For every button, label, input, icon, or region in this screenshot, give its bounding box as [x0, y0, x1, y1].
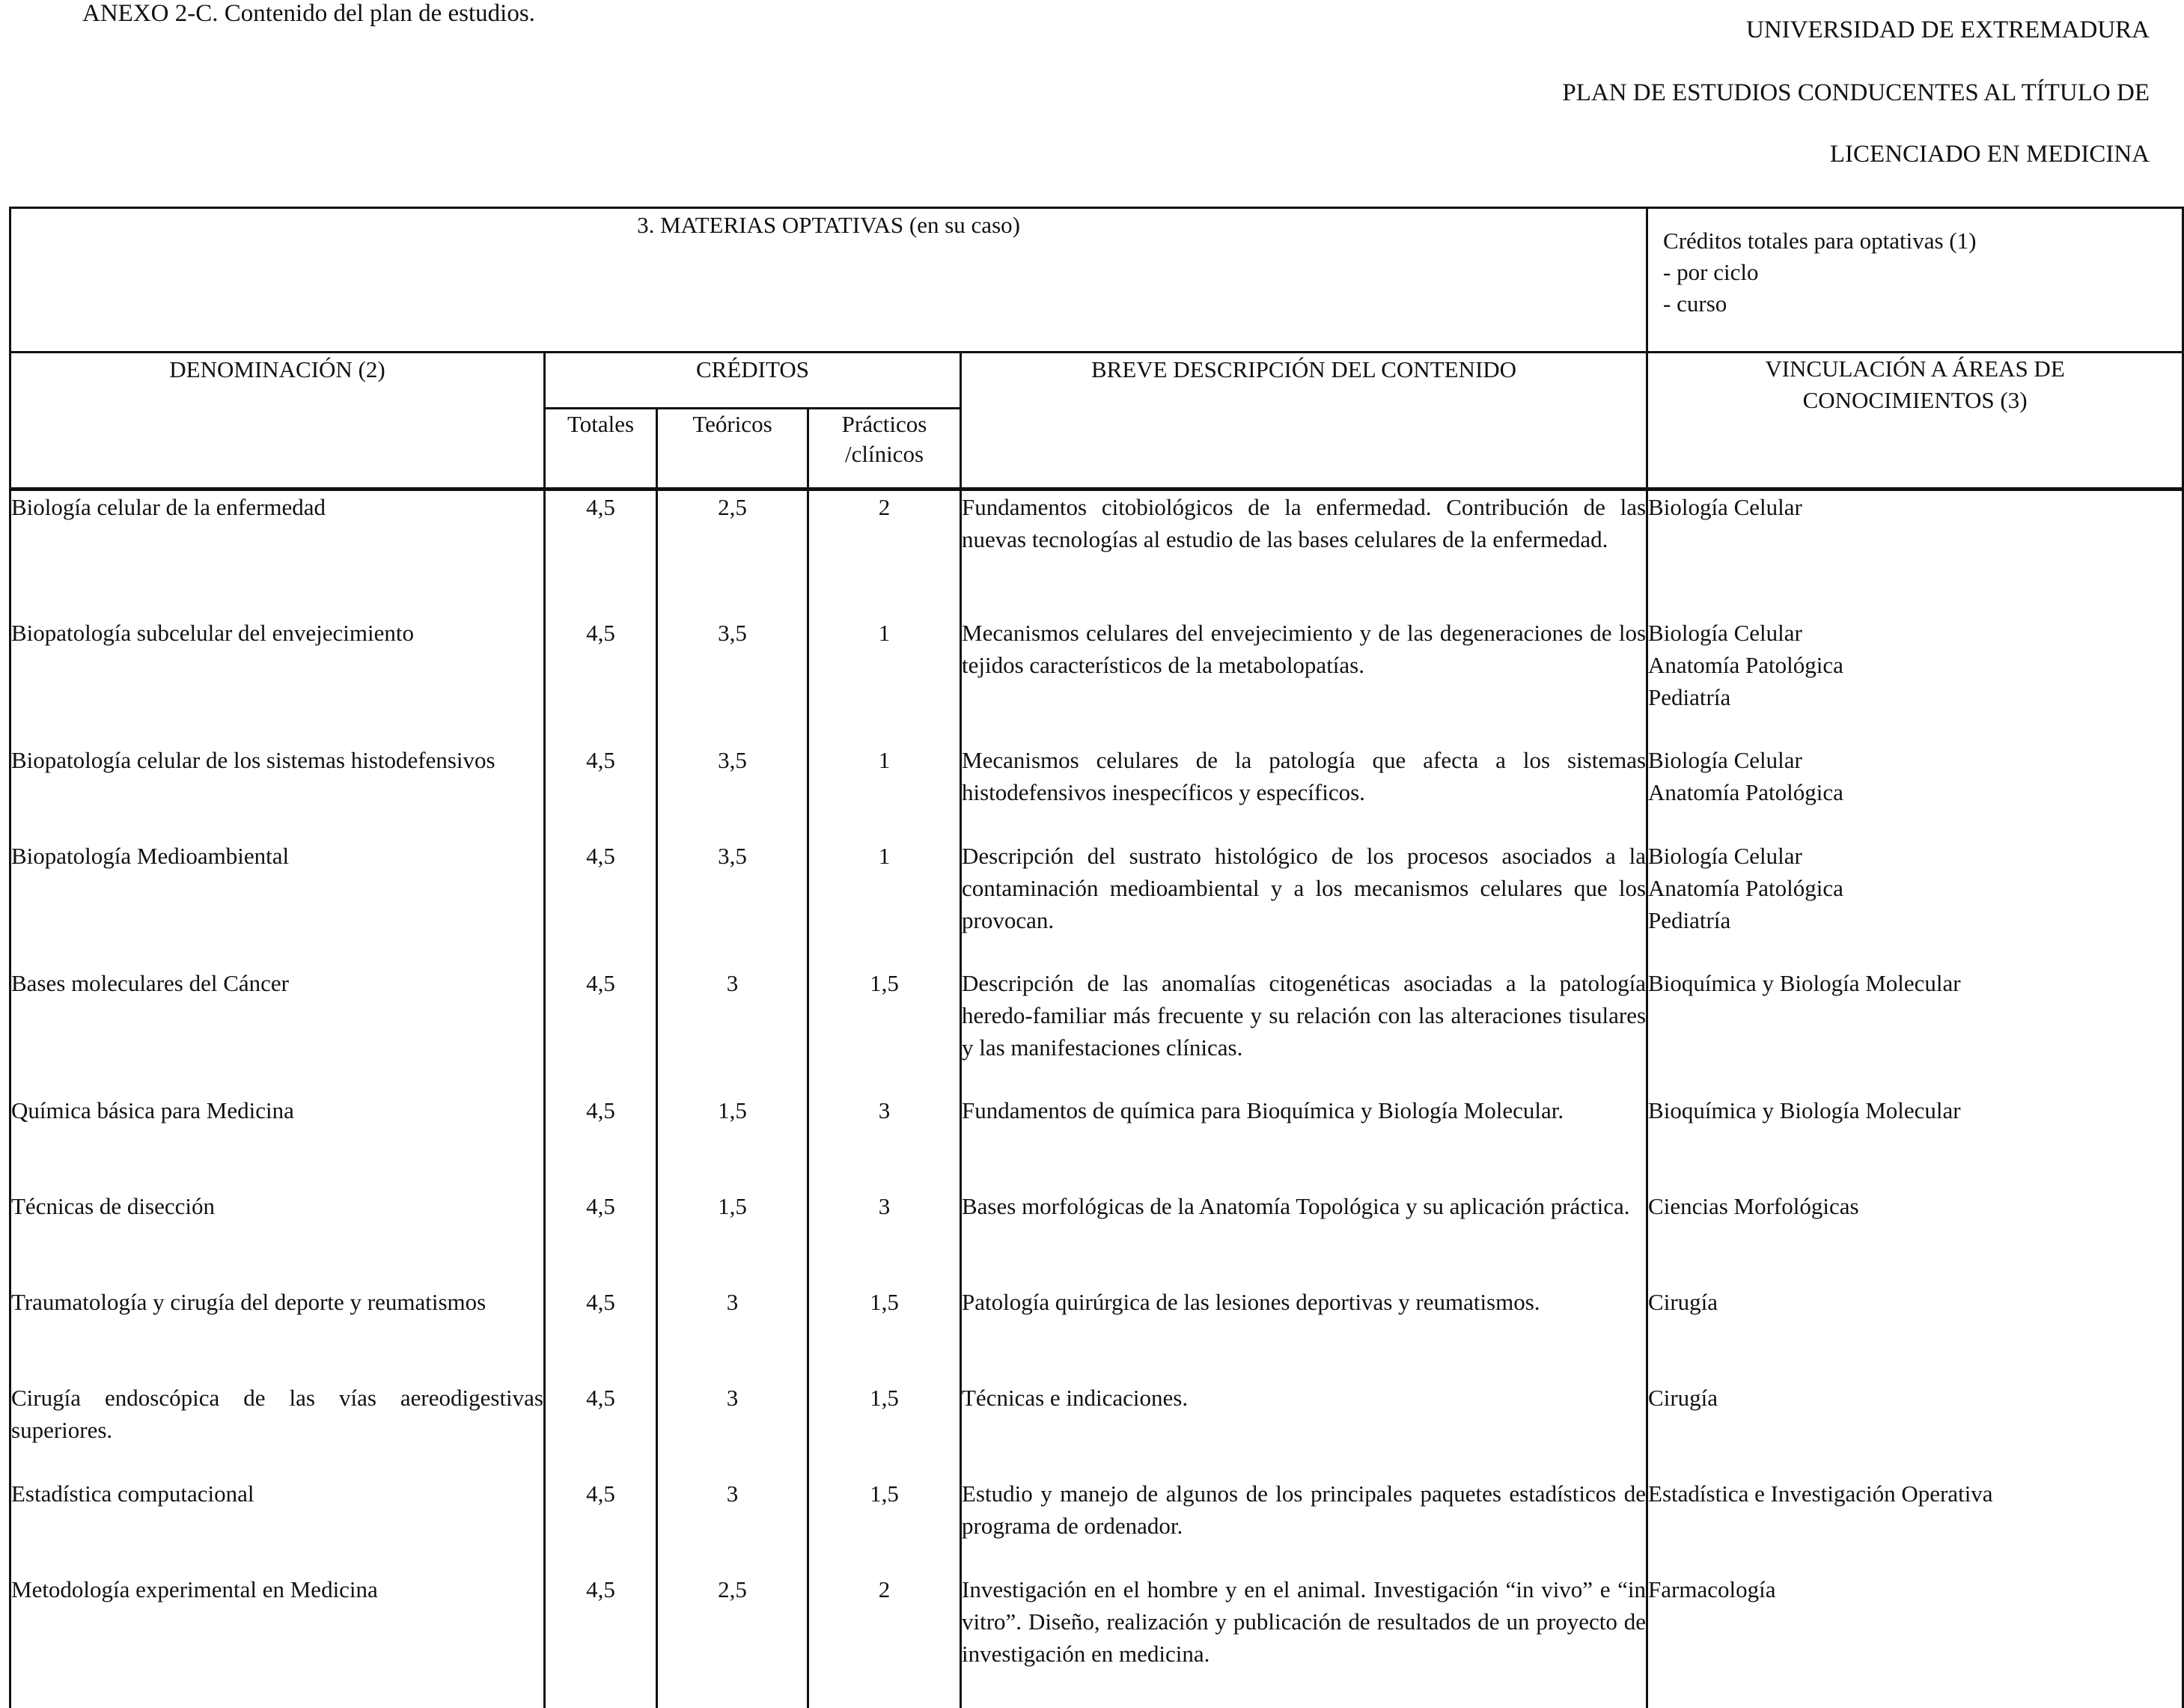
credits-teoricos: 3 — [657, 1477, 808, 1573]
subject-description: Fundamentos de química para Bioquímica y Biología Molecular. — [961, 1094, 1647, 1190]
area-item: Biología Celular — [1648, 746, 1802, 773]
subject-name: Estadística computacional — [10, 1477, 545, 1573]
header-denominacion: DENOMINACIÓN (2) — [10, 353, 545, 489]
credits-total-label: Créditos totales para optativas (1) — [1663, 228, 1977, 254]
area-item: Farmacología — [1648, 1576, 1776, 1602]
university-name: UNIVERSIDAD DE EXTREMADURA — [1746, 16, 2150, 43]
area-item: Biología Celular — [1648, 494, 1802, 520]
table-row — [10, 1382, 2183, 1477]
document-title: ANEXO 2-C. Contenido del plan de estudios. — [82, 0, 535, 27]
credits-totales: 4,5 — [545, 617, 657, 744]
header-vinculacion — [1647, 353, 2183, 489]
header-descripcion: BREVE DESCRIPCIÓN DEL CONTENIDO — [961, 353, 1647, 489]
subject-areas — [1647, 489, 2183, 617]
credits-practicos: 1 — [808, 744, 961, 840]
header-vinculacion-line1: VINCULACIÓN A ÁREAS DE — [1765, 356, 2065, 382]
subject-areas — [1647, 1286, 2183, 1382]
subject-description: Patología quirúrgica de las lesiones deportivas y reumatismos. — [961, 1286, 1647, 1382]
table-row — [10, 1190, 2183, 1286]
credits-teoricos: 3 — [657, 1286, 808, 1382]
area-item: Cirugía — [1648, 1288, 1718, 1315]
subject-name: Química básica para Medicina — [10, 1094, 545, 1190]
area-item: Pediatría — [1648, 683, 1731, 710]
header-practicos-line2: /clínicos — [844, 441, 924, 467]
area-item: Anatomía Patológica — [1648, 651, 1843, 678]
subject-description: Descripción de las anomalías citogenéticas asociadas a la patología heredo-familiar más frecuente y su relación con las alteraciones tisulares y las manifestaciones clínicas. — [961, 967, 1647, 1094]
header-totales: Totales — [545, 409, 657, 489]
area-item: Cirugía — [1648, 1384, 1718, 1411]
table-row — [10, 489, 2183, 617]
subject-name: Metodología experimental en Medicina — [10, 1573, 545, 1708]
degree-title: LICENCIADO EN MEDICINA — [1829, 141, 2150, 168]
credits-totales: 4,5 — [545, 1573, 657, 1708]
subject-name: Biopatología celular de los sistemas histodefensivos — [10, 744, 545, 840]
area-item: Bioquímica y Biología Molecular — [1648, 1097, 1961, 1123]
area-item: Bioquímica y Biología Molecular — [1648, 969, 1961, 996]
credits-totales: 4,5 — [545, 1286, 657, 1382]
header-vinculacion-line2: CONOCIMIENTOS (3) — [1802, 387, 2028, 413]
credits-practicos: 1,5 — [808, 1286, 961, 1382]
table-row — [10, 1477, 2183, 1573]
subject-areas — [1647, 1382, 2183, 1477]
subject-description: Investigación en el hombre y en el animal. Investigación “in vivo” e “in vitro”. Diseño, realización y publicación de resultados de un proyecto de investigación en medicina. — [961, 1573, 1647, 1708]
subject-name: Biología celular de la enfermedad — [10, 489, 545, 617]
header-teoricos: Teóricos — [657, 409, 808, 489]
optional-subjects-table — [9, 207, 2184, 1708]
credits-per-cycle: - por ciclo — [1663, 259, 1759, 285]
header-creditos: CRÉDITOS — [545, 353, 961, 409]
subject-name: Bases moleculares del Cáncer — [10, 967, 545, 1094]
credits-total-box — [1647, 208, 2183, 353]
subject-name: Técnicas de disección — [10, 1190, 545, 1286]
credits-practicos: 3 — [808, 1094, 961, 1190]
credits-practicos: 1 — [808, 617, 961, 744]
subject-description: Mecanismos celulares de la patología que afecta a los sistemas histodefensivos inespecíficos y específicos. — [961, 744, 1647, 840]
subject-name: Biopatología subcelular del envejecimiento — [10, 617, 545, 744]
credits-teoricos: 3 — [657, 1382, 808, 1477]
table-row — [10, 967, 2183, 1094]
credits-totales: 4,5 — [545, 967, 657, 1094]
subject-description: Fundamentos citobiológicos de la enfermedad. Contribución de las nuevas tecnologías al estudio de las bases celulares de la enfermedad. — [961, 489, 1647, 617]
subject-areas — [1647, 967, 2183, 1094]
header-practicos — [808, 409, 961, 489]
credits-totales: 4,5 — [545, 1382, 657, 1477]
area-item: Ciencias Morfológicas — [1648, 1192, 1859, 1219]
area-item: Anatomía Patológica — [1648, 874, 1843, 901]
credits-totales: 4,5 — [545, 840, 657, 967]
area-item: Estadística e Investigación Operativa — [1648, 1480, 1993, 1507]
area-item: Biología Celular — [1648, 619, 1802, 646]
credits-teoricos: 2,5 — [657, 1573, 808, 1708]
subject-name: Traumatología y cirugía del deporte y reumatismos — [10, 1286, 545, 1382]
subject-description: Bases morfológicas de la Anatomía Topológica y su aplicación práctica. — [961, 1190, 1647, 1286]
subject-description: Estudio y manejo de algunos de los principales paquetes estadísticos de programa de ordenador. — [961, 1477, 1647, 1573]
subject-areas — [1647, 617, 2183, 744]
subject-name: Cirugía endoscópica de las vías aereodigestivas superiores. — [10, 1382, 545, 1477]
credits-totales: 4,5 — [545, 489, 657, 617]
credits-teoricos: 1,5 — [657, 1190, 808, 1286]
credits-teoricos: 1,5 — [657, 1094, 808, 1190]
plan-title: PLAN DE ESTUDIOS CONDUCENTES AL TÍTULO DE — [1562, 79, 2150, 106]
table-row — [10, 1573, 2183, 1708]
subject-areas — [1647, 1190, 2183, 1286]
credits-practicos: 1,5 — [808, 967, 961, 1094]
subject-description: Descripción del sustrato histológico de los procesos asociados a la contaminación medioambiental y a los mecanismos celulares que los provocan. — [961, 840, 1647, 967]
credits-per-course: - curso — [1663, 290, 1727, 317]
credits-practicos: 1 — [808, 840, 961, 967]
area-item: Anatomía Patológica — [1648, 778, 1843, 805]
credits-teoricos: 3 — [657, 967, 808, 1094]
subject-areas — [1647, 1573, 2183, 1708]
area-item: Pediatría — [1648, 906, 1731, 933]
credits-teoricos: 3,5 — [657, 744, 808, 840]
credits-practicos: 1,5 — [808, 1382, 961, 1477]
header-practicos-line1: Prácticos — [841, 411, 927, 437]
credits-practicos: 2 — [808, 489, 961, 617]
section-title: 3. MATERIAS OPTATIVAS (en su caso) — [10, 208, 1647, 353]
table-row — [10, 617, 2183, 744]
table-row — [10, 744, 2183, 840]
credits-teoricos: 2,5 — [657, 489, 808, 617]
credits-teoricos: 3,5 — [657, 840, 808, 967]
subject-areas — [1647, 840, 2183, 967]
table-row — [10, 1094, 2183, 1190]
credits-totales: 4,5 — [545, 1190, 657, 1286]
subject-areas — [1647, 744, 2183, 840]
area-item: Biología Celular — [1648, 842, 1802, 869]
table-row — [10, 1286, 2183, 1382]
table-row — [10, 840, 2183, 967]
credits-teoricos: 3,5 — [657, 617, 808, 744]
subject-areas — [1647, 1477, 2183, 1573]
subject-description: Técnicas e indicaciones. — [961, 1382, 1647, 1477]
credits-totales: 4,5 — [545, 744, 657, 840]
credits-practicos: 3 — [808, 1190, 961, 1286]
credits-practicos: 1,5 — [808, 1477, 961, 1573]
subject-name: Biopatología Medioambiental — [10, 840, 545, 967]
credits-practicos: 2 — [808, 1573, 961, 1708]
credits-totales: 4,5 — [545, 1477, 657, 1573]
subject-areas — [1647, 1094, 2183, 1190]
subject-description: Mecanismos celulares del envejecimiento y de las degeneraciones de los tejidos característicos de la metabolopatías. — [961, 617, 1647, 744]
credits-totales: 4,5 — [545, 1094, 657, 1190]
